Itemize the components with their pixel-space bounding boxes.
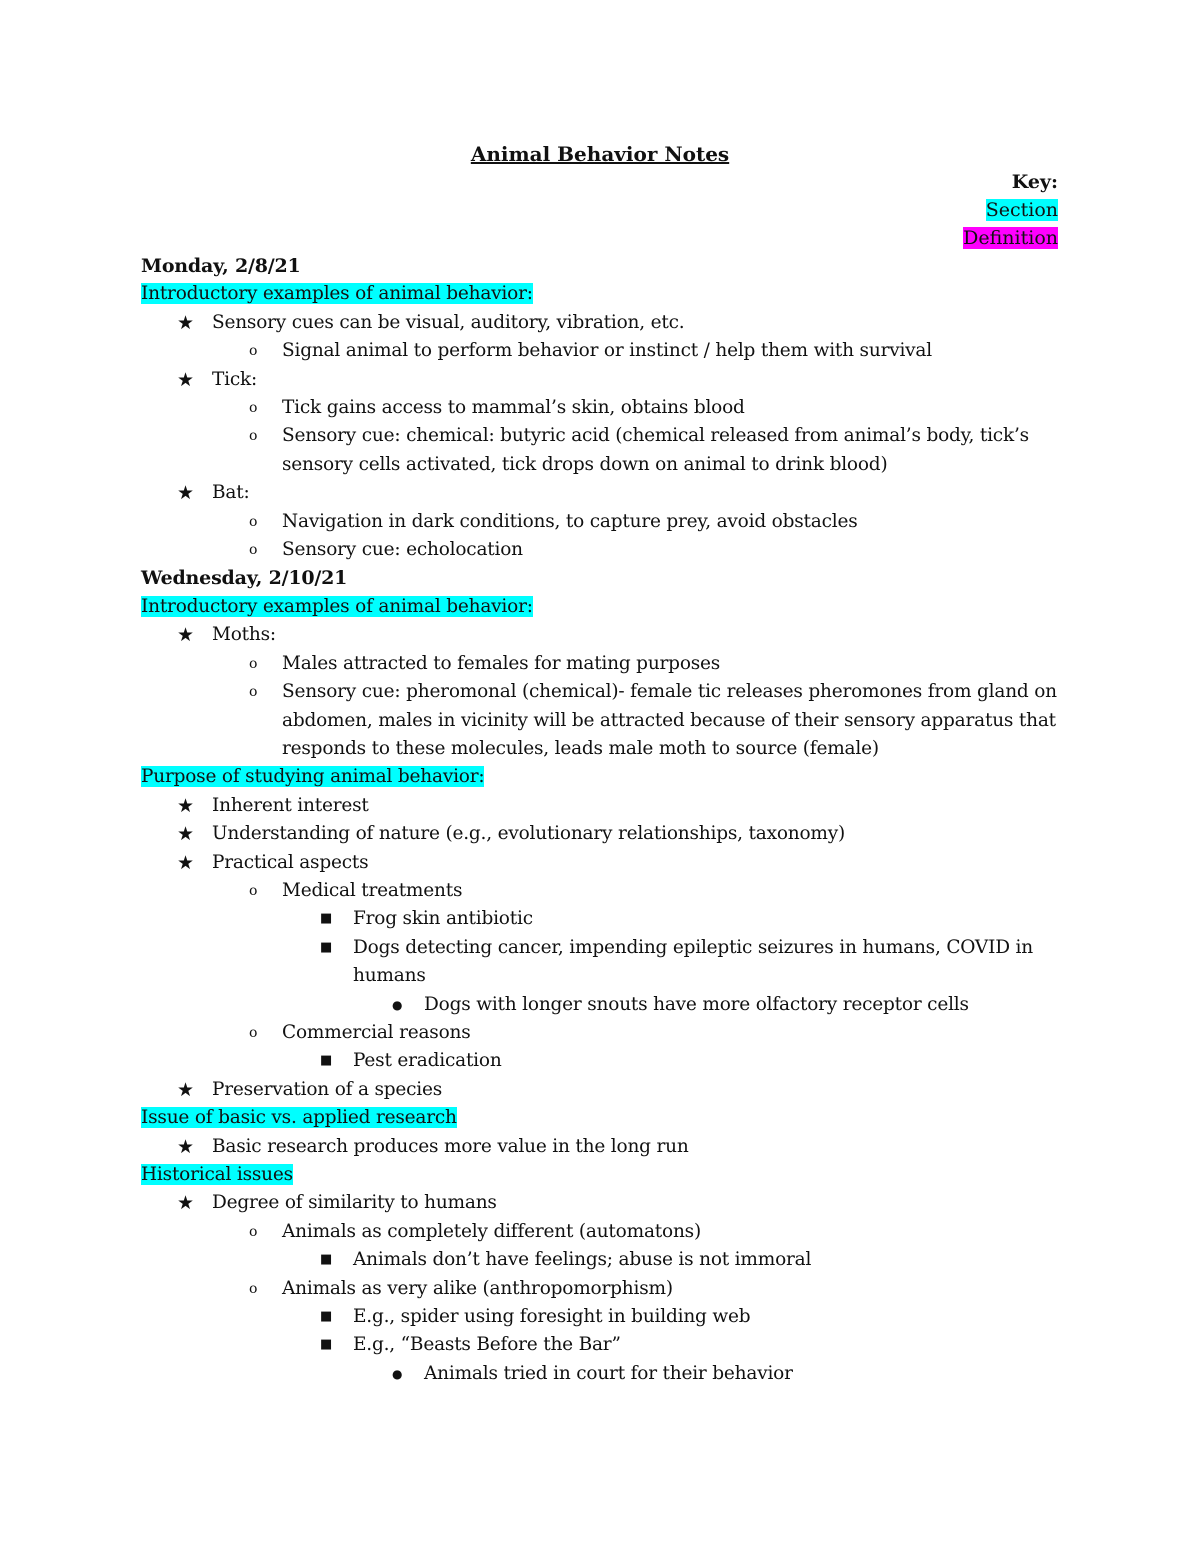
list-item	[141, 849, 1061, 877]
key-label: Key:	[1011, 171, 1058, 193]
hollow-circle-icon: o	[249, 343, 258, 360]
square-icon: ■	[320, 939, 333, 955]
list-item	[141, 1019, 1061, 1047]
list-item-text: Tick gains access to mammal’s skin, obtains blood	[282, 397, 745, 419]
list-item-text: Animals as very alike (anthropomorphism)	[282, 1277, 673, 1299]
hollow-circle-icon: o	[249, 655, 258, 672]
list-item	[141, 1047, 1061, 1075]
hollow-circle-icon: o	[249, 542, 258, 559]
square-icon: ■	[320, 1309, 333, 1325]
list-item	[141, 1275, 1061, 1303]
list-item	[141, 1331, 1061, 1359]
document-title: Animal Behavior Notes	[470, 142, 730, 166]
hollow-circle-icon: o	[249, 428, 258, 445]
list-item-text: Practical aspects	[212, 851, 369, 873]
list-item	[141, 479, 1061, 507]
list-item-text: Signal animal to perform behavior or instinct / help them with survival	[282, 340, 932, 362]
list-item	[141, 1246, 1061, 1274]
square-icon: ■	[320, 1053, 333, 1069]
list-item	[141, 1133, 1061, 1161]
list-item	[141, 792, 1061, 820]
list-item-text: Bat:	[212, 482, 250, 504]
star-icon: ★	[177, 1192, 194, 1215]
list-item	[141, 991, 1061, 1019]
list-item-text: Understanding of nature (e.g., evolutionary relationships, taxonomy)	[212, 823, 846, 845]
hollow-circle-icon: o	[249, 1024, 258, 1041]
list-item-text: Animals as completely different (automatons)	[282, 1220, 701, 1242]
list-item-text: Medical treatments	[282, 879, 463, 901]
hollow-circle-icon: o	[249, 513, 258, 530]
list-item	[141, 508, 1061, 536]
list-item	[141, 309, 1061, 337]
list-item-text: Dogs detecting cancer, impending epileptic seizures in humans, COVID in humans	[353, 936, 1033, 987]
list-item	[141, 820, 1061, 848]
list-item	[141, 934, 1061, 991]
list-item	[141, 1218, 1061, 1246]
section-highlight: Issue of basic vs. applied research	[141, 1107, 457, 1129]
star-icon: ★	[177, 624, 194, 647]
hollow-circle-icon: o	[249, 1280, 258, 1297]
list-item-text: Commercial reasons	[282, 1021, 471, 1043]
hollow-circle-icon: o	[249, 400, 258, 417]
list-item-text: Moths:	[212, 624, 276, 646]
star-icon: ★	[177, 823, 194, 846]
list-item	[141, 1303, 1061, 1331]
list-item-text: Sensory cue: pheromonal (chemical)- female tic releases pheromones from gland on abdomen, males in vicinity will be attracted because of their sensory apparatus that responds to these molecules, leads male moth to source (female)	[282, 681, 1057, 759]
list-item-text: Basic research produces more value in the long run	[212, 1135, 689, 1157]
list-item-text: Frog skin antibiotic	[353, 908, 533, 930]
list-item-text: Animals tried in court for their behavior	[424, 1362, 793, 1384]
section-heading	[141, 763, 1061, 791]
star-icon: ★	[177, 1135, 194, 1158]
list-item	[141, 536, 1061, 564]
list-item-text: Tick:	[212, 368, 258, 390]
list-item-text: Males attracted to females for mating purposes	[282, 652, 721, 674]
list-item-text: Pest eradication	[353, 1050, 502, 1072]
date-heading: Wednesday, 2/10/21	[141, 567, 348, 590]
highlight-key	[963, 168, 1058, 252]
notes-body	[141, 252, 1061, 1388]
list-item	[141, 621, 1061, 649]
star-icon: ★	[177, 368, 194, 391]
hollow-circle-icon: o	[249, 684, 258, 701]
list-item-text: Navigation in dark conditions, to capture prey, avoid obstacles	[282, 510, 858, 532]
dot-icon: ●	[392, 997, 403, 1012]
list-item-text: Sensory cue: echolocation	[282, 539, 523, 561]
star-icon: ★	[177, 794, 194, 817]
list-item	[141, 1360, 1061, 1388]
star-icon: ★	[177, 482, 194, 505]
section-heading	[141, 1161, 1061, 1189]
list-item-text: Sensory cues can be visual, auditory, vibration, etc.	[212, 311, 685, 333]
section-heading	[141, 280, 1061, 308]
list-item	[141, 394, 1061, 422]
list-item	[141, 422, 1061, 479]
list-item	[141, 337, 1061, 365]
dot-icon: ●	[392, 1366, 403, 1381]
square-icon: ■	[320, 911, 333, 927]
key-definition-swatch: Definition	[963, 227, 1058, 249]
list-item-text: Degree of similarity to humans	[212, 1192, 497, 1214]
list-item-text: E.g., spider using foresight in building web	[353, 1306, 751, 1328]
date-heading: Monday, 2/8/21	[141, 255, 301, 277]
list-item	[141, 1076, 1061, 1104]
list-item-text: Dogs with longer snouts have more olfactory receptor cells	[424, 993, 969, 1015]
square-icon: ■	[320, 1337, 333, 1353]
section-highlight: Introductory examples of animal behavior:	[141, 283, 533, 305]
star-icon: ★	[177, 1078, 194, 1101]
list-item-text: Sensory cue: chemical: butyric acid (chemical released from animal’s body, tick’s sensory cells activated, tick drops down on animal to drink blood)	[282, 425, 1029, 475]
square-icon: ■	[320, 1252, 333, 1268]
section-highlight: Purpose of studying animal behavior:	[141, 766, 485, 788]
hollow-circle-icon: o	[249, 1223, 258, 1240]
list-item	[141, 650, 1061, 678]
star-icon: ★	[177, 851, 194, 874]
key-section-swatch: Section	[985, 199, 1058, 221]
list-item	[141, 877, 1061, 905]
list-item-text: Animals don’t have feelings; abuse is not immoral	[353, 1249, 812, 1271]
star-icon: ★	[177, 311, 194, 334]
list-item	[141, 366, 1061, 394]
section-heading	[141, 593, 1061, 621]
section-highlight: Historical issues	[141, 1164, 293, 1185]
section-heading	[141, 1104, 1061, 1132]
list-item-text: Preservation of a species	[212, 1078, 443, 1100]
list-item-text: Inherent interest	[212, 794, 369, 816]
section-highlight: Introductory examples of animal behavior:	[141, 595, 533, 617]
list-item	[141, 1189, 1061, 1217]
list-item	[141, 678, 1061, 763]
list-item	[141, 905, 1061, 933]
list-item-text: E.g., “Beasts Before the Bar”	[353, 1334, 621, 1356]
hollow-circle-icon: o	[249, 882, 258, 899]
